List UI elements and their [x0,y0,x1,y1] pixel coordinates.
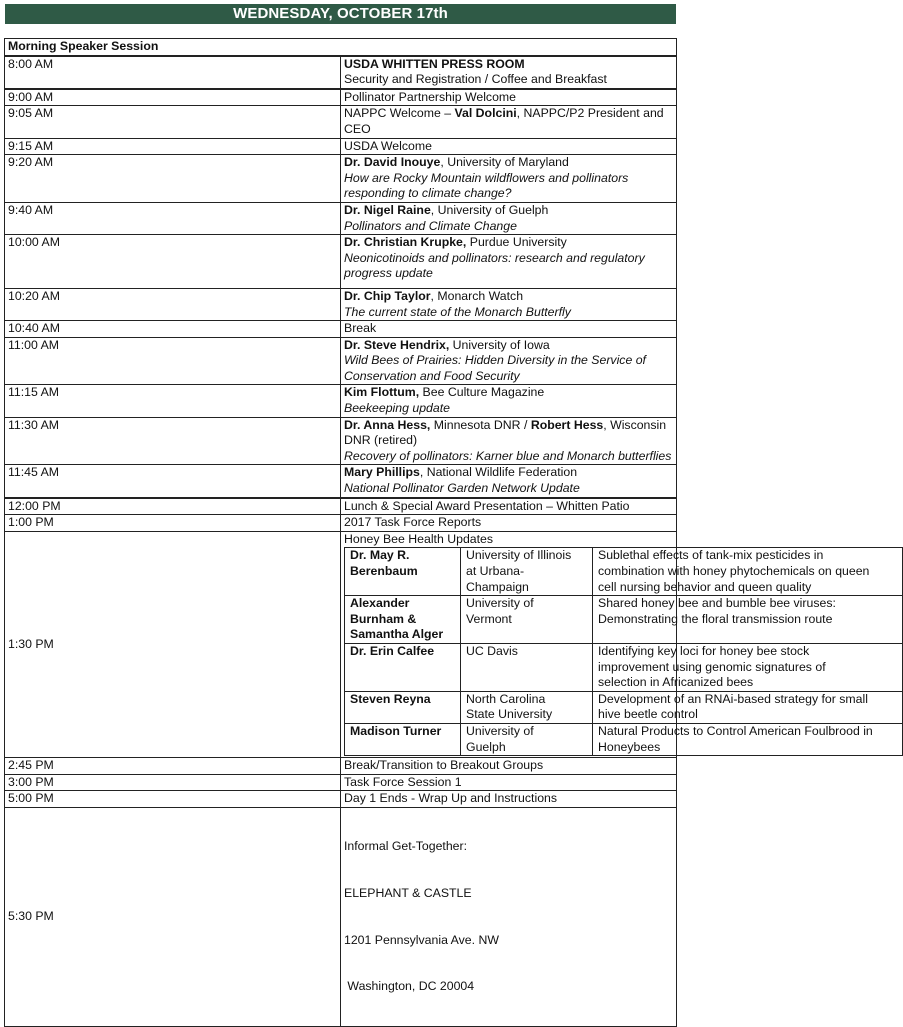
speaker-affiliation: , Wisconsin DNR (retired) [344,417,667,448]
speaker-name: Dr. Steve Hendrix, [344,337,450,352]
table-row [5,758,677,775]
speaker-institution: University of Illinois at Urbana- Champaign [461,548,593,596]
speaker-name: Alexander Burnham & Samantha Alger [345,596,461,644]
speaker-affiliation: , Monarch Watch [430,288,524,303]
venue-name: USDA WHITTEN PRESS ROOM [344,56,525,71]
table-row [5,138,677,155]
talk-title: The current state of the Monarch Butterfly [344,304,571,319]
venue-name: ELEPHANT & CASTLE [344,885,472,900]
venue-city: Washington, DC 20004 [344,979,475,994]
talk-title: Pollinators and Climate Change [344,218,517,233]
talk-title: Neonicotinoids and pollinators: research and regulatory progress update [344,250,645,281]
speaker-row [345,643,903,691]
time-cell: 11:15 AM [5,385,341,417]
table-row [5,417,677,465]
section-header-row [5,39,677,56]
speaker-name: Steven Reyna [345,691,461,723]
table-row [5,288,677,320]
table-row [5,498,677,515]
speaker-institution: University of Vermont [461,596,593,644]
table-row [5,106,677,138]
speaker-affiliation: , NAPPC/P2 President and CEO [344,106,664,136]
table-row [5,531,677,757]
session-title: Honey Bee Health Updates [344,531,494,546]
time-cell: 5:00 PM [5,791,341,808]
speaker-name: Robert Hess [530,417,604,432]
speaker-affiliation: , National Wildlife Federation [419,465,578,480]
talk-title: Development of an RNAi-based strategy for small hive beetle control [593,691,903,723]
section-title: Morning Speaker Session [5,39,677,56]
table-row [5,321,677,338]
speaker-institution: North Carolina State University [461,691,593,723]
table-row [5,89,677,106]
session-prefix: NAPPC Welcome – [344,106,455,121]
time-cell: 10:40 AM [5,321,341,338]
table-row [5,791,677,808]
speaker-name: Dr. Christian Krupke, [344,235,467,250]
talk-title: Recovery of pollinators: Karner blue and Monarch butterflies [344,448,672,463]
session-cell [341,337,677,385]
speaker-institution: University of Guelph [461,723,593,755]
speaker-affiliation: University of Iowa [449,337,550,352]
speaker-affiliation: Bee Culture Magazine [419,385,545,400]
time-cell: 9:20 AM [5,155,341,203]
table-row [5,807,677,1026]
speaker-name: Madison Turner [345,723,461,755]
session-cell [341,385,677,417]
speaker-name: Dr. Chip Taylor [344,288,431,303]
speaker-name: Val Dolcini [454,106,517,121]
speaker-name: Kim Flottum, [344,385,420,400]
time-cell: 11:00 AM [5,337,341,385]
time-cell: 10:00 AM [5,235,341,289]
table-row [5,515,677,532]
time-cell: 2:45 PM [5,758,341,775]
session-detail: Security and Registration / Coffee and Breakfast [344,72,607,87]
evening-event [341,807,677,1026]
talk-title: How are Rocky Mountain wildflowers and pollinators responding to climate change? [344,170,629,201]
session-title: USDA Welcome [341,138,677,155]
time-cell: 5:30 PM [5,807,341,1026]
talk-title: Shared honey bee and bumble bee viruses: Demonstrating the floral transmission route [593,596,903,644]
session-cell [341,235,677,289]
speaker-institution: UC Davis [461,643,593,691]
speaker-affiliation: , University of Maryland [440,155,569,170]
time-cell: 9:15 AM [5,138,341,155]
table-row [5,465,677,498]
session-cell [341,288,677,320]
time-cell: 9:00 AM [5,89,341,106]
speaker-row [345,723,903,755]
speaker-table [344,547,903,756]
speaker-name: Dr. Erin Calfee [345,643,461,691]
time-cell: 10:20 AM [5,288,341,320]
talk-title: Identifying key loci for honey bee stock improvement using genomic signatures of selection in Africanized bees [593,643,903,691]
speaker-row [345,596,903,644]
session-title: Break [341,321,677,338]
session-cell [341,106,677,138]
session-title: Lunch & Special Award Presentation – Whitten Patio [341,498,677,515]
speaker-row [345,691,903,723]
day-banner: WEDNESDAY, OCTOBER 17th [5,4,676,24]
time-cell: 11:45 AM [5,465,341,498]
speaker-affiliation: Purdue University [466,235,567,250]
time-cell: 9:40 AM [5,202,341,234]
session-title: Pollinator Partnership Welcome [341,89,677,106]
table-row [5,385,677,417]
talk-title: Natural Products to Control American Foulbrood in Honeybees [593,723,903,755]
speaker-affiliation: Minnesota DNR / [430,417,531,432]
time-cell: 8:00 AM [5,56,341,89]
speaker-name: Dr. David Inouye [344,155,441,170]
time-cell: 1:30 PM [5,531,341,757]
time-cell: 9:05 AM [5,106,341,138]
session-cell [341,202,677,234]
session-cell [341,56,677,89]
session-cell [341,155,677,203]
session-title: 2017 Task Force Reports [341,515,677,532]
session-cell [341,465,677,498]
session-title: Task Force Session 1 [341,774,677,791]
honey-bee-session [341,531,873,757]
table-row [5,774,677,791]
speaker-row [345,548,903,596]
table-row [5,202,677,234]
schedule-table [4,38,873,1027]
time-cell: 12:00 PM [5,498,341,515]
speaker-name: Dr. Anna Hess, [344,417,431,432]
talk-title: Wild Bees of Prairies: Hidden Diversity in the Service of Conservation and Food Security [344,353,646,383]
session-title: Break/Transition to Breakout Groups [341,758,677,775]
time-cell: 11:30 AM [5,417,341,465]
venue-address: 1201 Pennsylvania Ave. NW [344,932,499,947]
speaker-affiliation: , University of Guelph [430,202,549,217]
speaker-name: Mary Phillips [344,465,420,480]
talk-title: National Pollinator Garden Network Update [344,481,580,496]
talk-title: Sublethal effects of tank-mix pesticides in combination with honey phytochemicals on queen cell nursing behavior and queen quality [593,548,903,596]
time-cell: 3:00 PM [5,774,341,791]
talk-title: Beekeeping update [344,401,450,416]
table-row [5,56,677,89]
speaker-name: Dr. May R. Berenbaum [345,548,461,596]
session-cell [341,417,677,465]
time-cell: 1:00 PM [5,515,341,532]
event-title: Informal Get-Together: [344,839,468,854]
table-row [5,155,677,203]
session-title: Day 1 Ends - Wrap Up and Instructions [341,791,677,808]
table-row [5,337,677,385]
table-row [5,235,677,289]
speaker-name: Dr. Nigel Raine [344,202,431,217]
